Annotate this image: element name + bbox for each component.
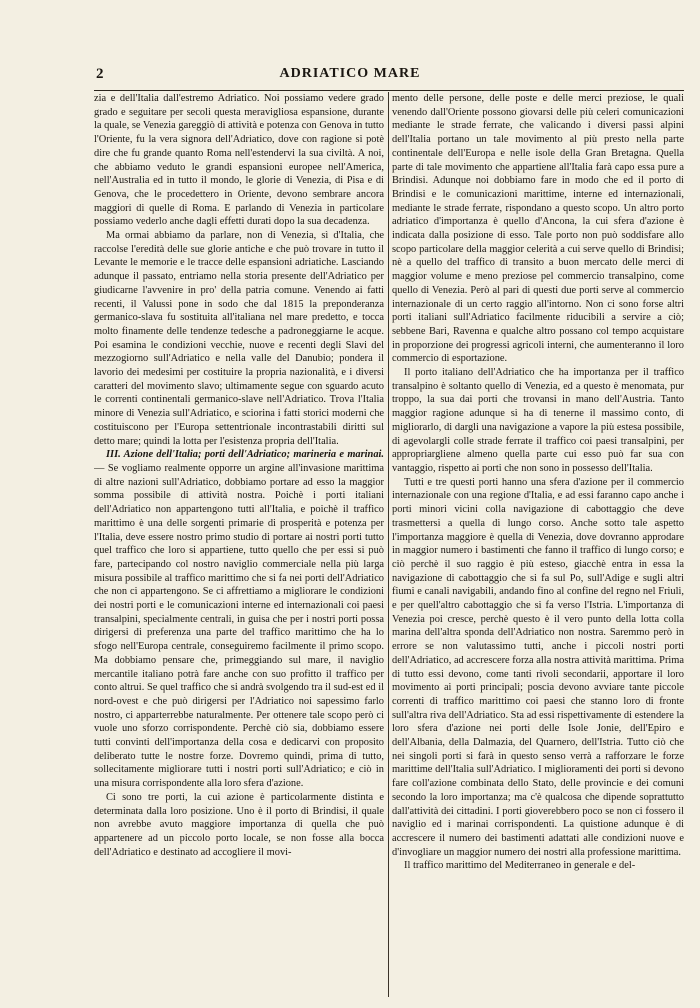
- page-number: 2: [96, 66, 104, 82]
- paragraph: Ci sono tre porti, la cui azione è particolarmente distinta e determinata dalla loro posizione. Uno è il porto di Brindisi, il quale non avrebbe avuto maggiore importanza di quella che può appartenere ad un piccolo porto locale, se non fosse alla bocca dell'Adriatico e destinato ad accogliere il movi-: [94, 791, 384, 858]
- paragraph: Il traffico marittimo del Mediterraneo in generale e del-: [404, 860, 636, 872]
- paragraph: Ma ormai abbiamo da parlare, non di Venezia, sì d'Italia, che raccolse l'eredità delle sue glorie antiche e che può trovare in tutto il Levante le memorie e le tracce delle espansioni adriatiche. Lasciando adunque il passato, entriamo nella storia presente dell'Adriatico per giudicarne l'avvenire in pro' della patria comune. Venendo ai fatti recenti, il Valussi pone in sodo che dal 1815 la preponderanza germanico-slava fu sostituita all'italiana nel mare predetto, e tocca molto finamente delle tendenze tedesche a padroneggiarne le acque. Poi esamina le condizioni vecchie, nuove e recenti degli Slavi del mezzogiorno sull'Adriatico e nella valle del Danubio; pondera il lavorio dei medesimi per costituire la propria nazionalità, e i diversi caratteri del movimento slavo; ultimamente segue con sguardo acuto le correnti continentali germanico-slave nell'Adriatico. Trova l'Italia minore di Venezia sull'Adriatico, e sciorina i fatti storici moderni che costituiscono per l'Europa settentrionale incontrastabili diritti sul detto mare; quindi la lotta per l'esistenza propria dell'Italia.: [94, 230, 384, 447]
- right-column: [392, 92, 684, 997]
- paragraph: mento delle persone, delle poste e delle merci preziose, le quali venendo dall'Oriente possono giovarsi delle più celeri comunicazioni mediante le strade ferrate, che valicando i diversi passi alpini dell'Italia portano un tale movimento al più presto nella parte continentale dell'Europa e nelle isole della Gran Bretagna. Quella parte di tale movimento che appartiene all'Italia farà capo essa pure a Brindisi. Adunque noi dobbiamo fare in modo che ed il porto di Brindisi e le comunicazioni marittime, interne ed internazionali, mediante le strade ferrate, rispondano a questo scopo. Un altro porto adriatico d'importanza è quello d'Ancona, la cui sfera d'azione è indicata dalla posizione di esso. Tale porto non può soddisfare allo scopo particolare della maggior celerità a cui serve quello di Brindisi; nè a quello del traffico di transito a buon mercato delle merci di maggior volume e meno preziose pel commercio transalpino, come quello di Venezia. Però al pari di questi due porti serve al commercio internazionale di un certo raggio all'intorno. Non ci sono forse altri porti italiani sull'Adriatico facilmente riducibili a servire a ciò; sebbene Bari, Ravenna e qualche altro possano col tempo acquistare in proporzione dei progressi agricoli interni, che aumenteranno il loro commercio di esportazione.: [392, 93, 684, 365]
- section-paragraph: [94, 448, 384, 791]
- paragraph: zia e dell'Italia dall'estremo Adriatico. Noi possiamo vedere grado grado e seguitare per secoli questa meravigliosa espansione, durante la quale, se Venezia gareggiò di attività e potenza con Genova in tutto l'Oriente, fu la vera signora dell'Adriatico, dove con ragione si potè dire che fu grande quanto Roma nell'estendervi la sua civiltà. A noi, che abbiamo veduto le grandi espansioni europee nell'America, nell'Australia ed in tutto il mondo, le glorie di Venezia, di Pisa e di Genova, che le procedettero in Oriente, devono sembrare ancora maggiori di quelle di Roma. E parlando di Venezia in particolare possiamo vederlo anche dagli effetti durati dopo la sua decadenza.: [94, 93, 384, 228]
- section-heading: III. Azione dell'Italia; porti dell'Adriatico; marineria e marinai.: [106, 449, 384, 461]
- paragraph: Il porto italiano dell'Adriatico che ha importanza per il traffico transalpino è soltanto quello di Venezia, ed a questo è menomata, pur troppo, la sua dai porti che trovansi in mano dell'Austria. Tanto maggior ragione adunque si ha di tenerne il massimo conto, di migliorarlo, di dargli una navigazione a vapore la più estesa possibile, di agevolargli colle strade ferrate il traffico coi paesi transalpini, per appropriargliene almeno quella parte cui esso può far sua con vantaggio, rispetto ai porti che non sono in possesso dell'Italia.: [392, 367, 684, 474]
- header-rule: [94, 90, 684, 91]
- column-divider: [388, 92, 389, 997]
- section-body: — Se vogliamo realmente opporre un argine all'invasione marittima di altre nazioni sull'Adriatico, dobbiamo portare ad esso la maggior somma possibile di attività nostra. Poichè i porti italiani dell'Adriatico non appartengono tutti all'Italia, e poichè il traffico marittimo è una delle sorgenti primarie di prosperità e potenza per l'Italia, deve essere nostro primo studio di portare ai nostri porti tutto quel traffico che loro si appartiene, tutto quello che per essi si può fare, partecipando col nostro naviglio commerciale nella più larga misura possibile al traffico marittimo che si fa nei porti dell'Adriatico che non ci appartengono. Se ci affrettiamo a migliorare le condizioni dei nostri porti e le comunicazioni interne ed internazionali coi paesi transalpini, specialmente centrali, in guisa che per i nostri porti possa dirigersi di preferenza una parte del traffico marittimo che ha lo sfogo nell'Europa centrale, conseguiremo facilmente il primo scopo. Ma dobbiamo pensare che, primeggiando sul mare, il naviglio mercantile italiano potrà fare anche con suo profitto il traffico per conto altrui. Se quel traffico che si andrà svolgendo tra il sud-est ed il nord-ovest e che può dirigersi per l'Adriatico noi sapessimo farlo nostro, ci apparterrebbe naturalmente. Per ottenere tale scopo però ci vuole uno sforzo corrispondente. Perchè ciò sia, dobbiamo essere tutti convinti dell'importanza della cosa e dedicarvi con proposito deliberato tutte le nostre forze. Dovremo quindi, prima di tutto, sollecitamente migliorare tutti i nostri porti sull'Adriatico; e ciò in una misura corrispondente alla loro sfera d'azione.: [94, 462, 384, 790]
- page-header: [0, 66, 700, 88]
- running-title: ADRIATICO MARE: [279, 66, 421, 81]
- left-column: [94, 92, 384, 997]
- paragraph: Tutti e tre questi porti hanno una sfera d'azione per il commercio internazionale con una regione d'Italia, e ad essi faranno capo anche i porti minori vicini colla navigazione di cabottaggio che deve trasmettersi a quella di lungo corso. Anche sotto tale aspetto l'importanza maggiore è quella di Venezia, dove dovranno approdare in maggior numero i bastimenti che fanno il traffico di lungo corso; e ciò perchè il suo raggio è più esteso, giacchè entra in essa la navigazione di cabottaggio che si fa sul Po, sull'Adige e sugli altri fiumi e canali navigabili, andando fino al confine del regno nel Friuli, e per quell'altro cabottaggio che si fa verso l'Istria. L'importanza di Venezia poi cresce, perchè questo è il vero punto della lotta colla marina dell'altra sponda dell'Adriatico non nostra. Saremmo però in errore se non valutassimo tutti, anche i piccoli nostri porti dell'Adriatico, ad accrescere forza alla nostra attività marittima. Prima di tutto essi devono, come tanti rivoli secondarii, apportare il loro movimento ai porti principali; poscia devono avviare tante piccole correnti di traffico marittimo coi paesi che stanno loro di fronte sull'altra riva dell'Adriatico. Sta ad essi rispettivamente di estendere la loro sfera d'azione nei porti delle Isole Jonie, dell'Epiro e dell'Albania, della Dalmazia, del Quarnero, dell'Istria. Tutto ciò che nei singoli porti si farà in questo senso verrà a rafforzare le forze marittime dell'Italia sull'Adriatico. I miglioramenti dei porti si devono fare coll'azione combinata dello Stato, delle provincie e dei comuni secondo la loro importanza; ma c'è qualcosa che dipende soprattutto dall'attività dei cittadini. I porti gioverebbero poco se non ci fossero il naviglio ed i marinai corrispondenti. La quistione adunque è di accrescere il numero dei bastimenti adattati alle condizioni nuove e d'invogliare un maggior numero dei nostri alla professione marittima.: [392, 476, 684, 858]
